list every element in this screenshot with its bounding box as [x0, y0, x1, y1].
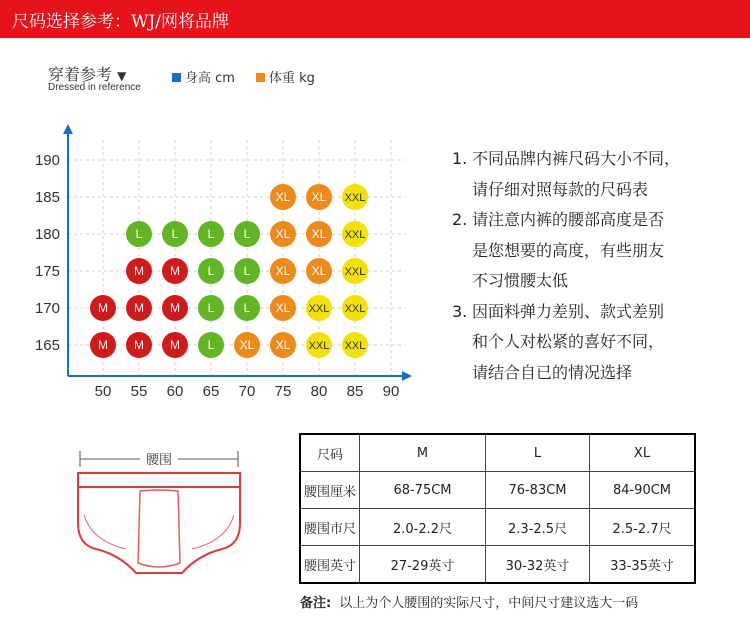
- x-tick-label: 80: [310, 383, 328, 400]
- size-point-label: XXL: [344, 266, 366, 278]
- size-point-label: XL: [275, 301, 291, 315]
- size-point-label: M: [170, 264, 180, 278]
- legend-weight-label: 体重 kg: [269, 71, 315, 86]
- note-text: 因面料弹力差别、款式差别: [472, 301, 665, 321]
- remark: [300, 592, 638, 611]
- table-cell: 68-75CM: [360, 472, 486, 509]
- table-row: [300, 472, 695, 509]
- table-cell: 2.5-2.7尺: [590, 509, 696, 546]
- size-point-label: XXL: [308, 303, 330, 315]
- remark-label: 备注:: [300, 596, 332, 611]
- size-point-label: XXL: [344, 340, 366, 352]
- note-text: 是您想要的高度，有些朋友: [472, 240, 665, 260]
- table-header-cell: M: [360, 434, 486, 472]
- y-tick-label: 180: [34, 226, 60, 243]
- note-number: 3.: [452, 301, 468, 321]
- legend-height: [172, 67, 235, 86]
- size-point-label: L: [207, 338, 215, 352]
- y-tick-label: 190: [34, 152, 60, 169]
- size-point-label: M: [170, 338, 180, 352]
- waist-label: 腰围: [145, 453, 173, 468]
- note-text: 不习惯腰太低: [472, 271, 569, 290]
- table-header-cell: XL: [590, 434, 696, 472]
- size-point-label: XL: [275, 227, 291, 241]
- legend-height-label: 身高 cm: [185, 71, 235, 86]
- y-tick-label: 185: [34, 189, 60, 206]
- page-title: 尺码选择参考：WJ/网将品牌: [12, 12, 230, 32]
- size-point-label: M: [170, 301, 180, 315]
- underwear-illustration: [70, 445, 270, 595]
- size-point-label: M: [98, 338, 108, 352]
- table-cell: 84-90CM: [590, 472, 696, 509]
- table-cell: 33-35英寸: [590, 546, 696, 584]
- x-tick-label: 70: [238, 383, 256, 400]
- size-point-label: XL: [239, 338, 255, 352]
- size-point-label: M: [134, 301, 144, 315]
- triangle-down-icon: ▼: [117, 69, 127, 83]
- size-point-label: L: [243, 264, 251, 278]
- size-point-label: XL: [311, 264, 327, 278]
- size-point-label: XXL: [344, 303, 366, 315]
- size-point-label: M: [98, 301, 108, 315]
- note-text: 不同品牌内裤尺码大小不同，: [472, 149, 681, 168]
- weight-swatch-icon: [256, 73, 265, 82]
- table-cell: 2.0-2.2尺: [360, 509, 486, 546]
- size-point-label: XL: [311, 190, 327, 204]
- table-cell: 腰围英寸: [300, 546, 360, 584]
- x-tick-label: 60: [166, 383, 184, 400]
- size-point-label: XL: [275, 264, 291, 278]
- y-tick-label: 170: [34, 300, 60, 317]
- size-table: [299, 433, 696, 584]
- size-point-label: L: [207, 264, 215, 278]
- legend-title-text: 穿着参考: [48, 65, 113, 84]
- note-text: 和个人对松紧的喜好不同，: [472, 332, 665, 351]
- size-chart: [30, 120, 450, 420]
- table-cell: 27-29英寸: [360, 546, 486, 584]
- size-point-label: L: [207, 301, 215, 315]
- size-point-label: M: [134, 264, 144, 278]
- table-row: [300, 546, 695, 584]
- x-tick-label: 65: [202, 383, 220, 400]
- note-item: [452, 297, 680, 328]
- note-text: 请仔细对照每款的尺码表: [472, 179, 649, 199]
- header-bar: [0, 0, 750, 36]
- x-tick-label: 50: [94, 383, 112, 400]
- y-axis-arrow-icon: [63, 124, 73, 134]
- note-number: 2.: [452, 210, 468, 229]
- notes-list: [452, 144, 680, 388]
- table-cell: 2.3-2.5尺: [486, 509, 590, 546]
- legend-subtitle: Dressed in reference: [48, 82, 141, 93]
- size-point-label: XXL: [344, 192, 366, 204]
- size-point-label: M: [134, 338, 144, 352]
- table-cell: 30-32英寸: [486, 546, 590, 584]
- note-text: 请注意内裤的腰部高度是否: [472, 210, 665, 229]
- note-number: 1.: [452, 149, 468, 168]
- note-item: [452, 144, 680, 175]
- x-tick-label: 85: [346, 383, 364, 400]
- table-header-row: [300, 434, 695, 472]
- size-point-label: XXL: [308, 340, 330, 352]
- note-item: [452, 205, 680, 236]
- table-row: [300, 509, 695, 546]
- size-point-label: L: [171, 227, 179, 241]
- x-tick-label: 90: [382, 383, 400, 400]
- table-cell: 76-83CM: [486, 472, 590, 509]
- table-header-cell: 尺码: [300, 434, 360, 472]
- table-cell: 腰围市尺: [300, 509, 360, 546]
- table-header-cell: L: [486, 434, 590, 472]
- header-divider: [0, 36, 750, 38]
- height-swatch-icon: [172, 73, 181, 82]
- size-point-label: XL: [275, 338, 291, 352]
- size-point-label: XL: [311, 227, 327, 241]
- y-tick-label: 165: [34, 337, 60, 354]
- size-point-label: XXL: [344, 229, 366, 241]
- size-point-label: L: [243, 227, 251, 241]
- remark-text: 以上为个人腰围的实际尺寸，中间尺寸建议选大一码: [339, 596, 639, 611]
- x-tick-label: 75: [274, 383, 292, 400]
- x-tick-label: 55: [130, 383, 148, 400]
- size-point-label: XL: [275, 190, 291, 204]
- x-axis-arrow-icon: [402, 371, 412, 381]
- size-point-label: L: [135, 227, 143, 241]
- note-text: 请结合自已的情况选择: [472, 362, 633, 382]
- y-tick-label: 175: [34, 263, 60, 280]
- size-point-label: L: [207, 227, 215, 241]
- size-point-label: L: [243, 301, 251, 315]
- table-cell: 腰围厘米: [300, 472, 360, 509]
- legend-weight: [256, 67, 315, 86]
